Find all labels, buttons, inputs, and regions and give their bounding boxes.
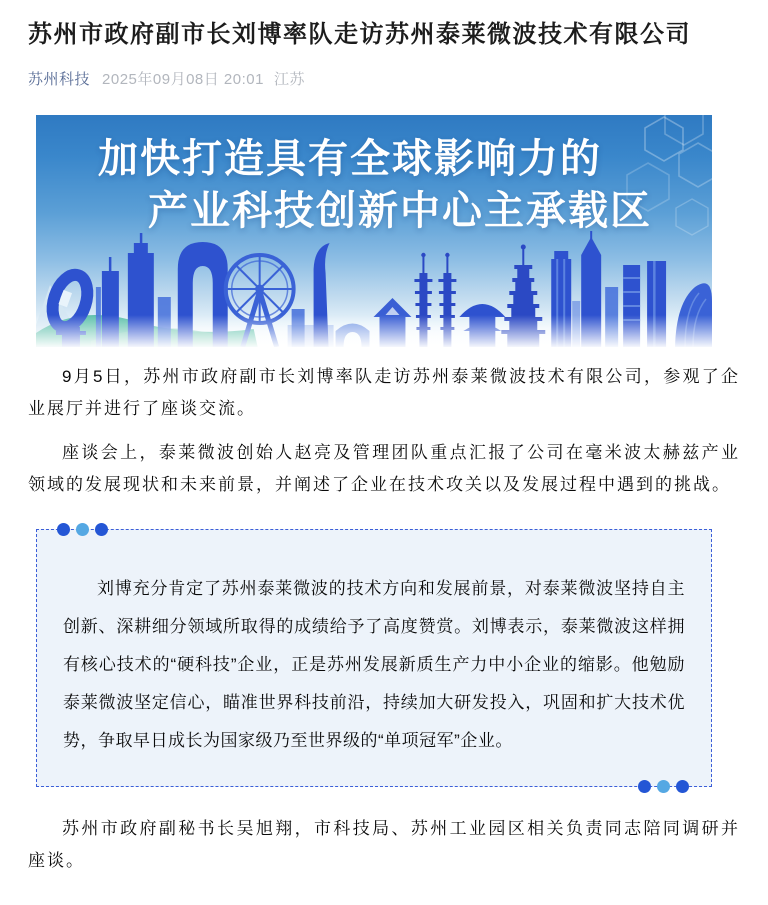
paragraph-2: 座谈会上，泰莱微波创始人赵亮及管理团队重点汇报了公司在毫米波太赫兹产业领域的发展现状和未来前景，并阐述了企业在技术攻关以及发展过程中遇到的挑战。 bbox=[28, 443, 740, 494]
banner-headline-line2: 产业科技创新中心主承载区 bbox=[148, 189, 652, 233]
paragraph-1: 9月5日，苏州市政府副市长刘博率队走访苏州泰莱微波技术有限公司，参观了企业展厅并进行了座谈交流。 bbox=[28, 367, 740, 418]
decorative-dots-top-icon bbox=[57, 523, 108, 536]
paragraph-3: 苏州市政府副秘书长吴旭翔，市科技局、苏州工业园区相关负责同志陪同调研并座谈。 bbox=[28, 819, 740, 870]
publish-date: 2025年09月08日 20:01 bbox=[102, 71, 264, 88]
decorative-dots-bottom-icon bbox=[638, 780, 689, 793]
quote-paragraph: 刘博充分肯定了苏州泰莱微波的技术方向和发展前景，对泰莱微波坚持自主创新、深耕细分领域所取得的成绩给予了高度赞赏。刘博表示，泰莱微波这样拥有核心技术的“硬科技”企业，正是苏州发展新质生产力中小企业的缩影。他勉励泰莱微波坚定信心，瞄准世界科技前沿，持续加大研发投入，巩固和扩大技术优势，争取早日成长为国家级乃至世界级的“单项冠军”企业。 bbox=[63, 579, 685, 750]
banner-headline bbox=[36, 115, 712, 237]
byline bbox=[28, 68, 740, 89]
highlight-quote-box bbox=[36, 529, 712, 787]
banner-headline-line1: 加快打造具有全球影响力的 bbox=[98, 137, 602, 181]
publish-location: 江苏 bbox=[273, 71, 305, 88]
suzhou-skyline-illustration bbox=[36, 229, 712, 347]
banner-image[interactable] bbox=[36, 115, 712, 347]
account-name-link[interactable]: 苏州科技 bbox=[28, 71, 91, 88]
article-title: 苏州市政府副市长刘博率队走访苏州泰莱微波技术有限公司 bbox=[28, 21, 691, 48]
